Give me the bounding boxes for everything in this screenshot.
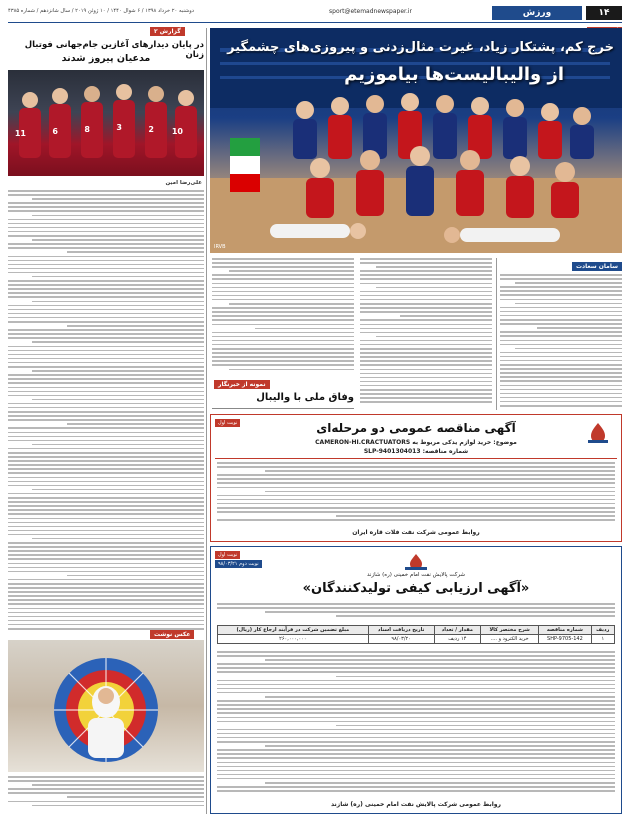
left-story-headline-line1: در پایان دیدارهای آغازین جام‌جهانی فوتبال زنان bbox=[24, 40, 204, 60]
left-story-headline-line2: مدعیان پیروز شدند bbox=[61, 53, 151, 64]
photo-credit: IRVB bbox=[214, 244, 226, 250]
main-story-body-col1 bbox=[360, 258, 492, 410]
main-headline-line1: خرج کم، پشتکار زیاد، غیرت مثال‌زدنی و پیروزی‌های چشمگیر bbox=[227, 40, 614, 55]
section-email[interactable]: sport@etemadnewspaper.ir bbox=[329, 8, 412, 15]
svg-text:6: 6 bbox=[52, 127, 58, 136]
table-row bbox=[218, 635, 615, 644]
nioc-logo bbox=[585, 421, 611, 449]
page-header bbox=[8, 6, 622, 20]
svg-text:2: 2 bbox=[148, 125, 154, 134]
tender-ad-body bbox=[217, 462, 615, 526]
table-header: شرح مختصر کالا bbox=[481, 626, 539, 635]
middle-story-label: نمونه از خبرنگار bbox=[214, 380, 270, 389]
tender-ad-badge: نوبت اول bbox=[215, 419, 240, 427]
evaluation-ad-title: «آگهی ارزیابی کیفی تولیدکنندگان» bbox=[302, 581, 530, 596]
left-story-label: گزارش ۲ bbox=[150, 27, 185, 36]
tender-ad bbox=[210, 414, 622, 542]
table-cell: SHP-9705-142 bbox=[539, 635, 591, 644]
table-header: شماره مناقصه bbox=[539, 626, 591, 635]
womens-worldcup-photo bbox=[8, 70, 204, 176]
middle-story-headline: وفاق ملی با والیبال bbox=[256, 392, 354, 403]
sidebar-body bbox=[500, 274, 622, 409]
table-header: ردیف bbox=[591, 626, 614, 635]
bottom-photo-label: عکس نوشت bbox=[150, 630, 194, 639]
table-cell: ۱ bbox=[591, 635, 614, 644]
left-story-byline: علی‌رضا امین bbox=[165, 180, 202, 186]
table-cell: خرید الکترود و .... bbox=[481, 635, 539, 644]
main-story-body-col2 bbox=[212, 258, 354, 378]
dateline: دوشنبه ۲۰ خرداد ۱۳۹۸ / ۶ شوال ۱۴۴۰ / ۱۰ ژوئن ۲۰۱۹ / سال شانزدهم / شماره ۴۳۸۵ bbox=[8, 8, 195, 14]
svg-text:3: 3 bbox=[116, 123, 122, 132]
main-photo bbox=[210, 28, 622, 253]
sidebar-byline: سامان سعادت bbox=[572, 262, 622, 271]
main-headline-line2: از والیبالیست‌ها بیاموزیم bbox=[344, 64, 564, 85]
evaluation-ad-badge: نوبت اول bbox=[215, 551, 240, 559]
svg-text:10: 10 bbox=[171, 127, 183, 136]
bottom-photo-caption bbox=[8, 776, 204, 812]
table-header: مقدار / تعداد bbox=[434, 626, 481, 635]
header-rule bbox=[8, 22, 622, 23]
table-header: تاریخ دریافت اسناد bbox=[368, 626, 434, 635]
tender-ad-number: شماره مناقصه: SLP-9401304013 bbox=[363, 448, 469, 455]
table-cell: ۹۸/۰۳/۲۰ bbox=[368, 635, 434, 644]
evaluation-ad-footer: روابط عمومی شرکت پالایش نفت امام خمینی (ره) شازند bbox=[331, 801, 501, 808]
table-header: مبلغ تضمین شرکت در فرآیند ارجاع کار (ریال) bbox=[218, 626, 369, 635]
tender-ad-rule bbox=[215, 458, 617, 459]
svg-text:8: 8 bbox=[84, 125, 90, 134]
section-title: ورزش bbox=[492, 6, 582, 20]
table-cell: ۱۴ ردیف bbox=[434, 635, 481, 644]
sidebar-divider bbox=[496, 258, 497, 410]
left-story-body bbox=[8, 190, 204, 630]
evaluation-ad-table bbox=[217, 625, 615, 644]
middle-story-rule bbox=[212, 408, 354, 409]
tender-ad-title: آگهی مناقصه عمومی دو مرحله‌ای bbox=[316, 421, 516, 435]
column-divider bbox=[206, 28, 207, 814]
tender-ad-footer: روابط عمومی شرکت نفت فلات قاره ایران bbox=[352, 529, 480, 536]
svg-text:11: 11 bbox=[14, 129, 26, 138]
tender-ad-subject: موضوع: خرید لوازم یدکی مربوط به CAMERON-HI.CRACTUATORS bbox=[315, 439, 517, 446]
evaluation-ad-body bbox=[217, 651, 615, 799]
table-cell: ۲۶۰,۰۰۰,۰۰۰ bbox=[218, 635, 369, 644]
evaluation-ad-org: شرکت پالایش نفت امام خمینی (ره) شازند bbox=[367, 572, 465, 578]
evaluation-ad-badge2: نوبت دوم ۹۸/۰۳/۲۱ bbox=[215, 560, 262, 568]
evaluation-ad-intro bbox=[217, 603, 615, 623]
supplier-evaluation-ad bbox=[210, 546, 622, 814]
page-number: ۱۴ bbox=[586, 6, 622, 20]
archer-photo bbox=[8, 640, 204, 772]
